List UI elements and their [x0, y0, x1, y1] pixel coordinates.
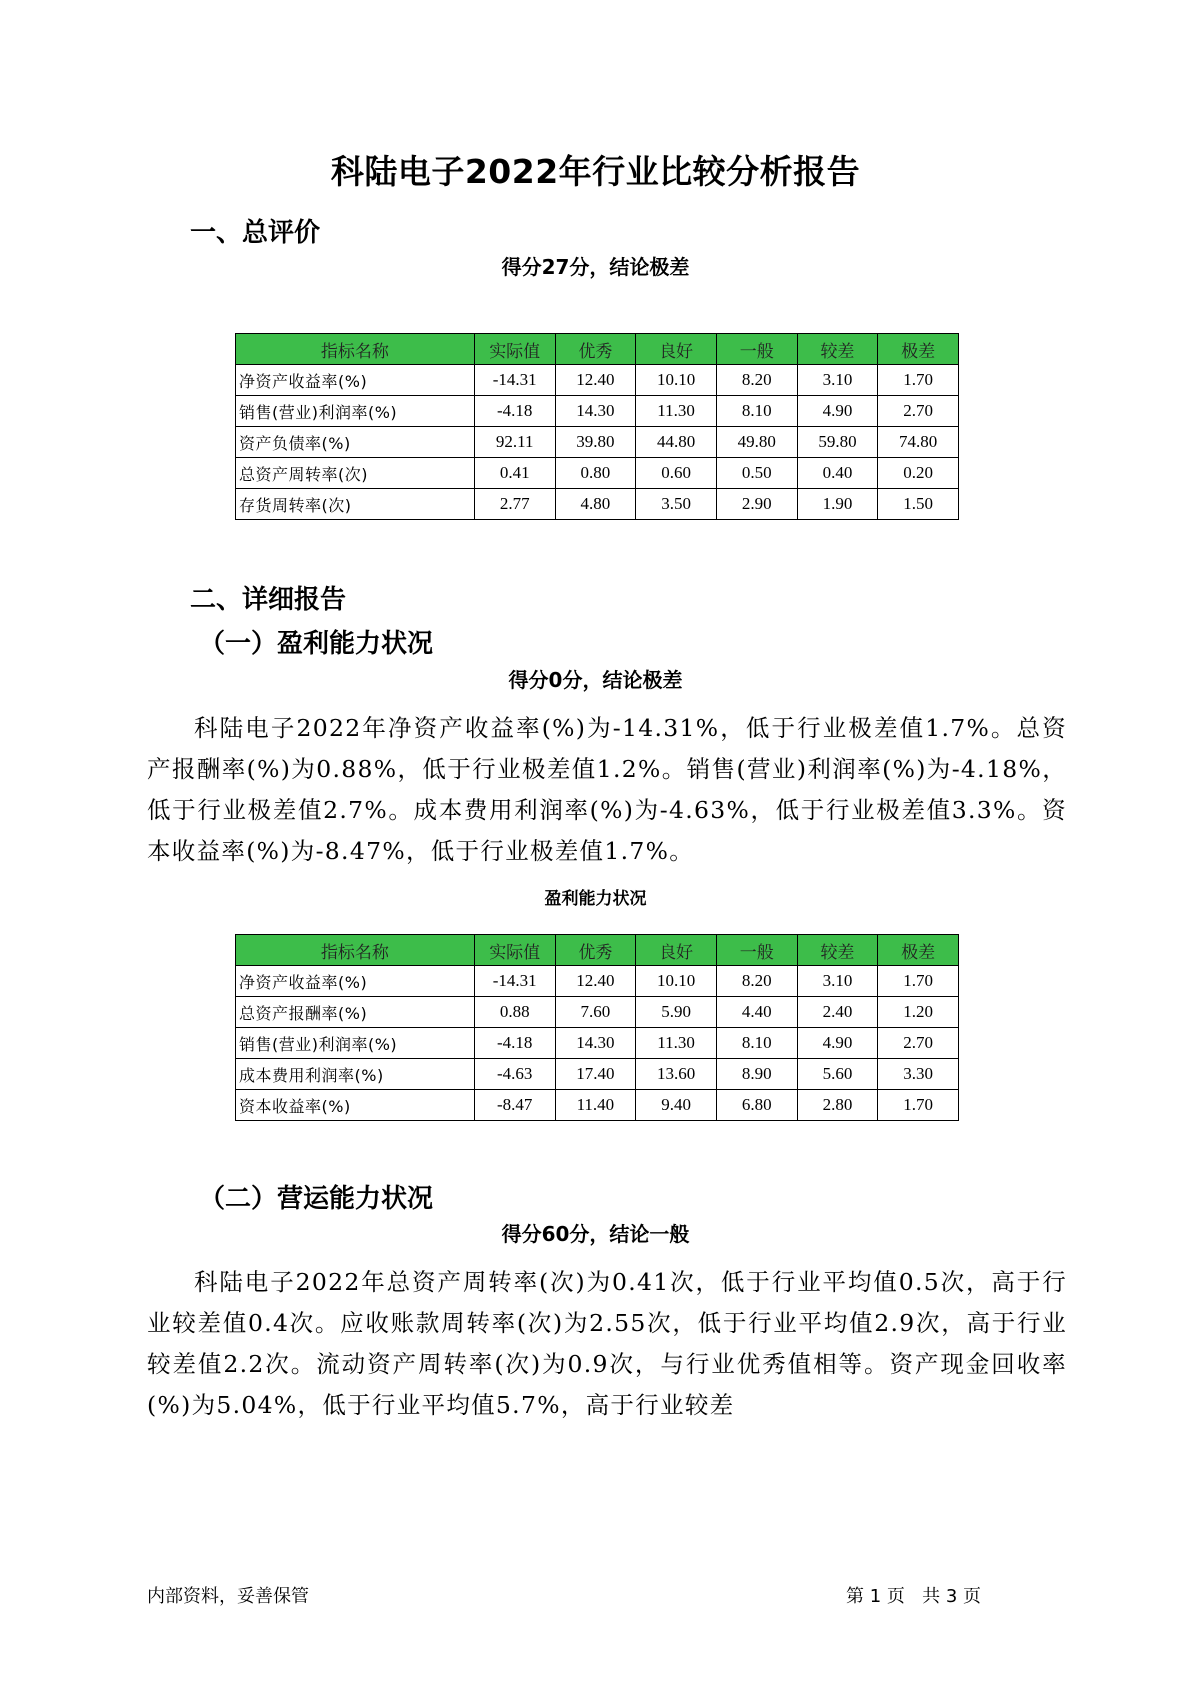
column-header: 实际值 — [474, 334, 555, 365]
value-cell: 8.10 — [716, 1028, 797, 1059]
value-cell: 10.10 — [636, 365, 717, 396]
profitability-table-caption: 盈利能力状况 — [544, 889, 647, 909]
footer-confidential-note: 内部资料，妥善保管 — [147, 1586, 309, 1607]
indicator-name-cell: 成本费用利润率(%) — [236, 1059, 475, 1090]
section-heading-detail: 二、详细报告 — [190, 585, 347, 615]
indicator-name-cell: 总资产周转率(次) — [236, 458, 475, 489]
value-cell: -4.63 — [474, 1059, 555, 1090]
value-cell: 9.40 — [636, 1090, 717, 1121]
value-cell: 3.10 — [797, 365, 878, 396]
table-row — [236, 1059, 959, 1090]
value-cell: 2.77 — [474, 489, 555, 520]
value-cell: 14.30 — [555, 396, 636, 427]
section-heading-overall: 一、总评价 — [190, 218, 321, 248]
column-header: 一般 — [716, 334, 797, 365]
indicator-name-cell: 净资产收益率(%) — [236, 966, 475, 997]
value-cell: 7.60 — [555, 997, 636, 1028]
value-cell: 17.40 — [555, 1059, 636, 1090]
overall-table — [235, 333, 959, 520]
table-row — [236, 396, 959, 427]
subsection-heading-profitability: （一）盈利能力状况 — [199, 629, 434, 659]
table-row — [236, 1028, 959, 1059]
table-row — [236, 1090, 959, 1121]
value-cell: 8.10 — [716, 396, 797, 427]
profitability-paragraph: 科陆电子2022年净资产收益率(%)为-14.31%，低于行业极差值1.7%。总资产报酬率(%)为0.88%，低于行业极差值1.2%。销售(营业)利润率(%)为-4.18%，低于行业极差值2.7%。成本费用利润率(%)为-4.63%，低于行业极差值3.3%。资本收益率(%)为-8.47%，低于行业极差值1.7%。 — [147, 714, 1067, 865]
table-row — [236, 966, 959, 997]
column-header: 优秀 — [555, 935, 636, 966]
indicator-name-cell: 总资产报酬率(%) — [236, 997, 475, 1028]
value-cell: 44.80 — [636, 427, 717, 458]
column-header: 实际值 — [474, 935, 555, 966]
profitability-score: 得分0分，结论极差 — [508, 668, 683, 692]
value-cell: 0.20 — [878, 458, 959, 489]
value-cell: 8.20 — [716, 365, 797, 396]
column-header: 较差 — [797, 334, 878, 365]
column-header: 一般 — [716, 935, 797, 966]
value-cell: -4.18 — [474, 396, 555, 427]
value-cell: 5.60 — [797, 1059, 878, 1090]
table-row — [236, 489, 959, 520]
value-cell: 0.40 — [797, 458, 878, 489]
report-title: 科陆电子2022年行业比较分析报告 — [330, 152, 861, 191]
indicator-name-cell: 存货周转率(次) — [236, 489, 475, 520]
table-row — [236, 997, 959, 1028]
value-cell: 4.90 — [797, 396, 878, 427]
value-cell: 0.50 — [716, 458, 797, 489]
value-cell: 49.80 — [716, 427, 797, 458]
value-cell: 11.30 — [636, 396, 717, 427]
value-cell: -4.18 — [474, 1028, 555, 1059]
value-cell: 11.30 — [636, 1028, 717, 1059]
overall-score: 得分27分，结论极差 — [501, 255, 690, 279]
indicator-name-cell: 销售(营业)利润率(%) — [236, 1028, 475, 1059]
operation-score: 得分60分，结论一般 — [501, 1222, 690, 1246]
value-cell: 2.80 — [797, 1090, 878, 1121]
value-cell: 4.90 — [797, 1028, 878, 1059]
table-row — [236, 458, 959, 489]
value-cell: 2.40 — [797, 997, 878, 1028]
value-cell: 2.90 — [716, 489, 797, 520]
operation-paragraph: 科陆电子2022年总资产周转率(次)为0.41次，低于行业平均值0.5次，高于行业较差值0.4次。应收账款周转率(次)为2.55次，低于行业平均值2.9次，高于行业较差值2.2次。流动资产周转率(次)为0.9次，与行业优秀值相等。资产现金回收率(%)为5.04%，低于行业平均值5.7%，高于行业较差 — [147, 1268, 1067, 1419]
value-cell: 10.10 — [636, 966, 717, 997]
value-cell: 2.70 — [878, 396, 959, 427]
value-cell: 4.40 — [716, 997, 797, 1028]
value-cell: 3.30 — [878, 1059, 959, 1090]
value-cell: 0.88 — [474, 997, 555, 1028]
value-cell: 12.40 — [555, 365, 636, 396]
column-header: 优秀 — [555, 334, 636, 365]
indicator-name-cell: 资本收益率(%) — [236, 1090, 475, 1121]
value-cell: 3.50 — [636, 489, 717, 520]
column-header: 极差 — [878, 935, 959, 966]
value-cell: -8.47 — [474, 1090, 555, 1121]
column-header: 较差 — [797, 935, 878, 966]
value-cell: 8.90 — [716, 1059, 797, 1090]
column-header: 指标名称 — [236, 334, 475, 365]
footer-page-number: 第 1 页 共 3 页 — [846, 1586, 981, 1607]
value-cell: 2.70 — [878, 1028, 959, 1059]
value-cell: 4.80 — [555, 489, 636, 520]
value-cell: 13.60 — [636, 1059, 717, 1090]
value-cell: 1.70 — [878, 1090, 959, 1121]
indicator-name-cell: 净资产收益率(%) — [236, 365, 475, 396]
value-cell: 8.20 — [716, 966, 797, 997]
value-cell: 1.90 — [797, 489, 878, 520]
indicator-name-cell: 销售(营业)利润率(%) — [236, 396, 475, 427]
value-cell: 0.80 — [555, 458, 636, 489]
value-cell: 1.50 — [878, 489, 959, 520]
value-cell: 0.41 — [474, 458, 555, 489]
value-cell: 92.11 — [474, 427, 555, 458]
column-header: 良好 — [636, 334, 717, 365]
value-cell: 0.60 — [636, 458, 717, 489]
table-row — [236, 427, 959, 458]
value-cell: 74.80 — [878, 427, 959, 458]
value-cell: 59.80 — [797, 427, 878, 458]
table-header-row — [236, 334, 959, 365]
value-cell: 1.70 — [878, 365, 959, 396]
value-cell: 6.80 — [716, 1090, 797, 1121]
column-header: 指标名称 — [236, 935, 475, 966]
value-cell: 1.20 — [878, 997, 959, 1028]
value-cell: 3.10 — [797, 966, 878, 997]
subsection-heading-operation: （二）营运能力状况 — [199, 1184, 434, 1214]
profitability-table — [235, 934, 959, 1121]
column-header: 极差 — [878, 334, 959, 365]
value-cell: 11.40 — [555, 1090, 636, 1121]
value-cell: 12.40 — [555, 966, 636, 997]
value-cell: -14.31 — [474, 966, 555, 997]
value-cell: -14.31 — [474, 365, 555, 396]
table-row — [236, 365, 959, 396]
value-cell: 5.90 — [636, 997, 717, 1028]
column-header: 良好 — [636, 935, 717, 966]
value-cell: 14.30 — [555, 1028, 636, 1059]
table-header-row — [236, 935, 959, 966]
indicator-name-cell: 资产负债率(%) — [236, 427, 475, 458]
value-cell: 39.80 — [555, 427, 636, 458]
value-cell: 1.70 — [878, 966, 959, 997]
